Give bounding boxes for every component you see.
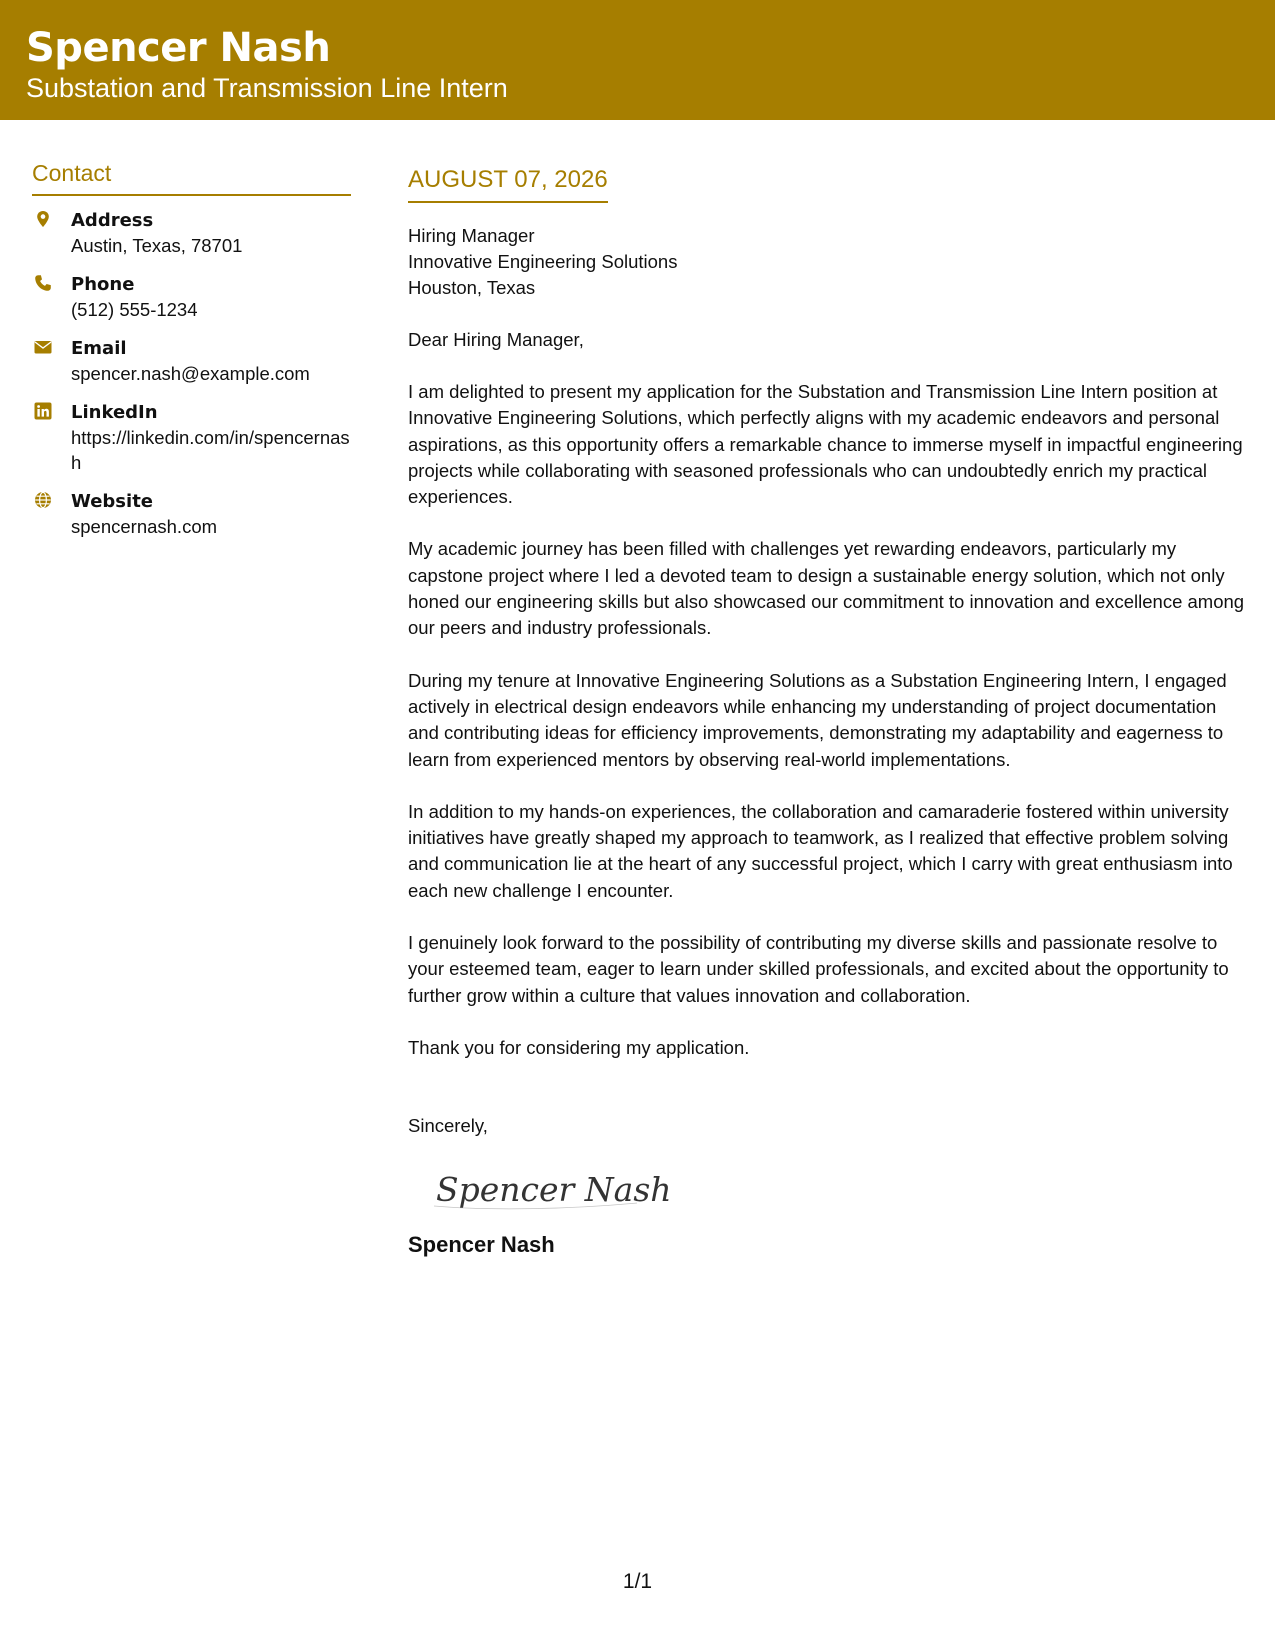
contact-value-address: Austin, Texas, 78701 [71,235,243,256]
signature-text: Spencer Nash [436,1170,672,1210]
contact-value-phone: (512) 555-1234 [71,299,198,320]
contact-item-phone [32,272,351,322]
contact-label-website: Website [71,491,154,512]
recipient-block [408,223,1248,301]
linkedin-icon [34,402,52,420]
letter-paragraph: I am delighted to present my application for the Substation and Transmission Line Intern position at Innovative Engineering Solutions, which perfectly aligns with my academic endeavors and personal aspirations, as this opportunity offers a remarkable chance to immerse myself in impactful engineering projects while collaborating with seasoned professionals who can undoubtedly enrich my practical experiences. [408,381,1243,508]
signed-name: Spencer Nash [408,1232,555,1258]
closing: Sincerely, [408,1115,488,1137]
letter-paragraph: During my tenure at Innovative Engineering Solutions as a Substation Engineering Intern, I engaged actively in electrical design endeavors while enhancing my understanding of project documentation and contributing ideas for efficiency improvements, demonstrating my adaptability and eagerness to learn from experienced mentors by observing real-world implementations. [408,669,1227,770]
contact-label-linkedin: LinkedIn [71,402,158,423]
page-header [0,0,1275,120]
contact-value-email[interactable]: spencer.nash@example.com [71,363,310,384]
contact-section-title: Contact [32,158,351,196]
contact-value-website[interactable]: spencernash.com [71,516,218,537]
contact-item-website [32,489,351,539]
letter-date: AUGUST 07, 2026 [408,164,608,203]
letter-paragraph: My academic journey has been filled with challenges yet rewarding endeavors, particularly my capstone project where I led a devoted team to design a sustainable energy solution, which not only honed our engineering skills but also showcased our commitment to innovation and excellence among our peers and industry professionals. [408,538,1245,639]
contact-label-address: Address [71,210,154,231]
letter-paragraph: In addition to my hands-on experiences, the collaboration and camaraderie fostered within university initiatives have greatly shaped my approach to teamwork, as I realized that effective problem solving and communication lie at the heart of any successful project, which I carry with great enthusiasm into each new challenge I encounter. [408,800,1233,901]
applicant-name: Spencer Nash [26,25,331,71]
signature [432,1159,672,1219]
applicant-role: Substation and Transmission Line Intern [26,73,508,103]
page-number: 1/1 [622,1570,653,1593]
contact-label-phone: Phone [71,274,135,295]
contact-list [32,208,351,539]
contact-sidebar [32,158,351,553]
recipient-company: Innovative Engineering Solutions [408,251,678,272]
recipient-location: Houston, Texas [408,277,536,298]
phone-icon [34,274,52,292]
contact-label-email: Email [71,338,127,359]
letter-body [408,164,1248,1259]
contact-value-linkedin[interactable]: https://linkedin.com/in/spencernash [71,427,350,473]
map-pin-icon [34,210,52,228]
salutation: Dear Hiring Manager, [408,329,584,350]
contact-item-email [32,336,351,386]
letter-paragraph: Thank you for considering my application. [408,1036,750,1058]
letter-paragraph: I genuinely look forward to the possibility of contributing my diverse skills and passionate resolve to your esteemed team, eager to learn under skilled professionals, and excited about the opportunity to further grow within a culture that values innovation and collaboration. [408,932,1229,1006]
contact-item-address [32,208,351,258]
globe-icon [34,491,52,509]
recipient-title: Hiring Manager [408,225,535,246]
contact-item-linkedin [32,400,351,475]
envelope-icon [34,338,52,356]
